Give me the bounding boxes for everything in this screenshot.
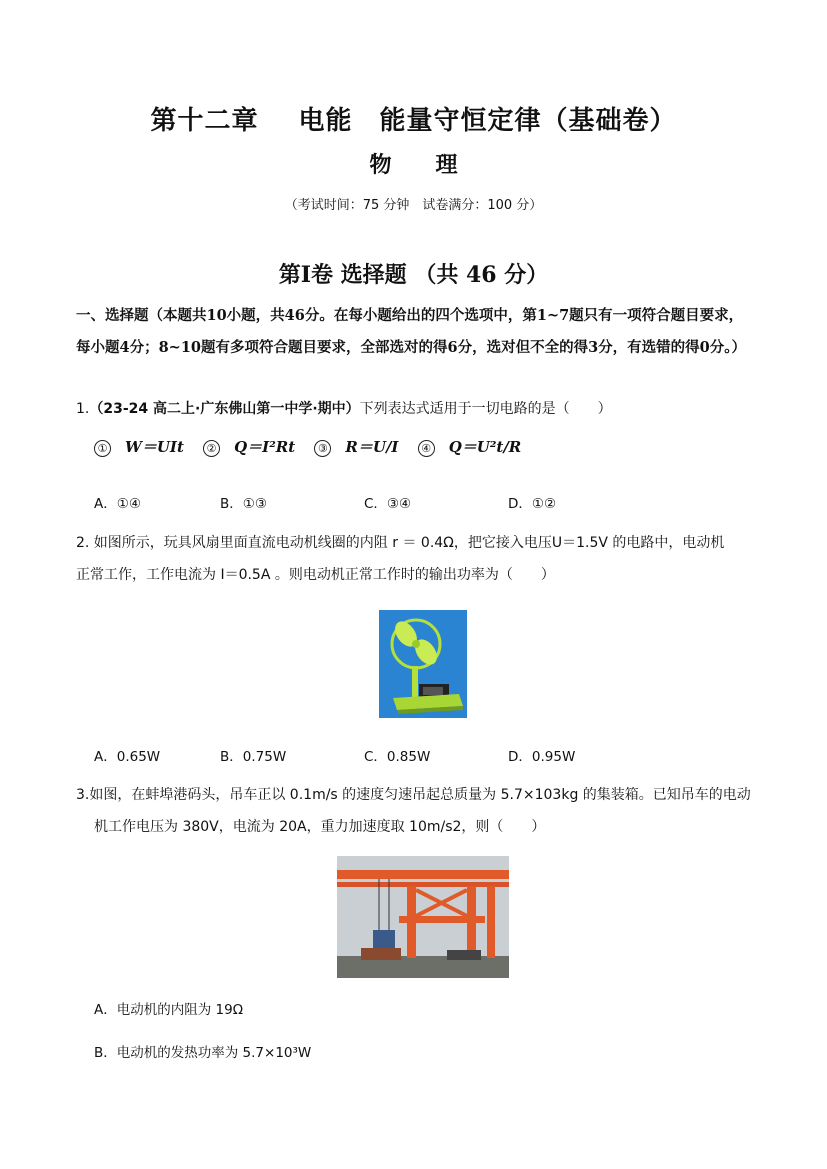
option-a[interactable]: A．①④ — [94, 496, 141, 512]
crane-illustration — [337, 856, 509, 978]
question-3-line-2: 机工作电压为 380V，电流为 20A，重力加速度取 10m/s2，则（ ） — [94, 819, 546, 835]
toy-fan-illustration — [379, 610, 467, 718]
option-b[interactable]: B．①③ — [220, 496, 267, 512]
question-stem: 下列表达式适用于一切电路的是（ ） — [359, 401, 612, 417]
option-c[interactable]: C．③④ — [364, 496, 412, 512]
exam-info: （考试时间：75 分钟 试卷满分：100 分） — [284, 198, 543, 213]
option-d[interactable]: D．0.95W — [508, 749, 576, 765]
section-title: 第Ⅰ卷 选择题 （共 46 分） — [278, 262, 549, 288]
toy-fan-image — [379, 610, 467, 718]
option-c[interactable]: C．0.85W — [364, 749, 431, 765]
option-b[interactable]: B．0.75W — [220, 749, 287, 765]
question-1 — [76, 393, 756, 425]
formula-list: ① W＝UIt ② Q＝I²Rt ③ R＝U/I ④ Q＝U²t/R — [94, 436, 535, 457]
question-3-line-1: 3.如图，在蚌埠港码头，吊车正以 0.1m/s 的速度匀速吊起总质量为 5.7×103kg 的集装箱。已知吊车的电动 — [76, 787, 751, 803]
question-source: （23-24 高二上·广东佛山第一中学·期中） — [89, 401, 360, 417]
option-d[interactable]: D．①② — [508, 496, 557, 512]
part-instructions: 一、选择题（本题共10小题，共46分。在每小题给出的四个选项中，第1~7题只有一项符合题目要求，每小题4分；8~10题有多项符合题目要求，全部选对的得6分，选对但不全的得3分，有选错的得0分。） — [76, 307, 747, 356]
option-a[interactable]: A．0.65W — [94, 749, 161, 765]
question-2-line-1: 2. 如图所示，玩具风扇里面直流电动机线圈的内阻 r ＝ 0.4Ω，把它接入电压U＝1.5V 的电路中，电动机 — [76, 535, 725, 551]
subject-title: 物 理 — [369, 152, 458, 178]
question-number: 1. — [76, 401, 90, 417]
question-2-line-2: 正常工作，工作电流为 I＝0.5A 。则电动机正常工作时的输出功率为（ ） — [76, 567, 555, 583]
option-a[interactable]: A．电动机的内阻为 19Ω — [94, 1002, 244, 1018]
port-crane-image — [337, 856, 509, 978]
document-title: 第十二章 电能 能量守恒定律（基础卷） — [150, 106, 677, 136]
option-b[interactable]: B．电动机的发热功率为 5.7×10³W — [94, 1045, 312, 1061]
